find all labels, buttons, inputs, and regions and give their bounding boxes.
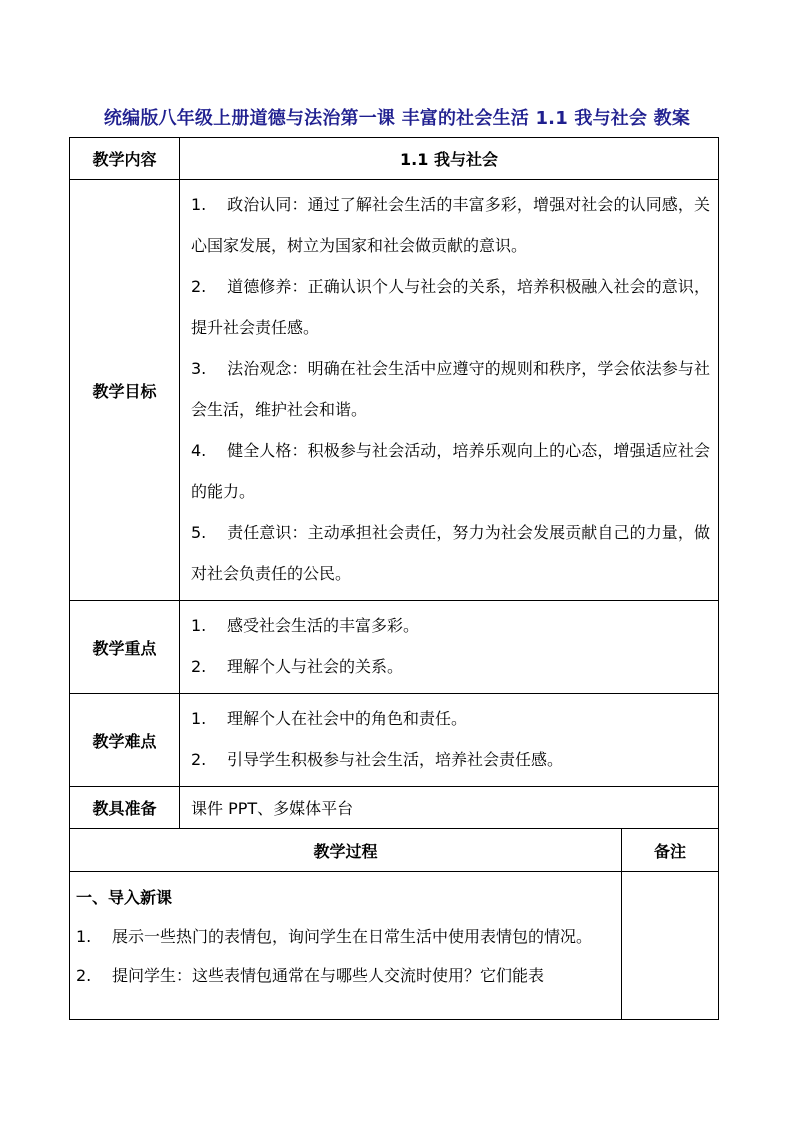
- row-process-body: [70, 872, 719, 1020]
- row-key-points: [70, 601, 719, 694]
- row-process-header: [70, 829, 719, 872]
- label-tools: 教具准备: [70, 787, 180, 829]
- key-point-item: 1. 感受社会生活的丰富多彩。: [191, 616, 420, 635]
- goal-item: 2. 道德修养：正确认识个人与社会的关系，培养积极融入社会的意识，提升社会责任感。: [191, 277, 711, 337]
- row-teaching-content: [70, 138, 719, 180]
- section-title: 一、导入新课: [76, 888, 173, 907]
- difficulty-item: 2. 引导学生积极参与社会生活，培养社会责任感。: [191, 750, 564, 769]
- key-point-item: 2. 理解个人与社会的关系。: [191, 657, 404, 676]
- process-body: [70, 872, 622, 1020]
- label-key-points: 教学重点: [70, 601, 180, 694]
- goals-list: [180, 180, 719, 601]
- document-title: 统编版八年级上册道德与法治第一课 丰富的社会生活 1.1 我与社会 教案: [103, 108, 691, 129]
- process-item: 2. 提问学生：这些表情包通常在与哪些人交流时使用？它们能表: [76, 966, 545, 985]
- notes-cell: [622, 872, 719, 1020]
- row-tools: [70, 787, 719, 829]
- row-difficulties: [70, 694, 719, 787]
- goal-item: 4. 健全人格：积极参与社会活动，培养乐观向上的心态，增强适应社会的能力。: [191, 441, 711, 501]
- key-points-list: [180, 601, 719, 694]
- notes-header: 备注: [622, 829, 719, 872]
- lesson-plan-table: [69, 137, 719, 1020]
- difficulty-item: 1. 理解个人在社会中的角色和责任。: [191, 709, 468, 728]
- label-difficulties: 教学难点: [70, 694, 180, 787]
- difficulties-list: [180, 694, 719, 787]
- process-header: 教学过程: [70, 829, 622, 872]
- label-teaching-goals: 教学目标: [70, 180, 180, 601]
- value-tools: 课件 PPT、多媒体平台: [180, 787, 719, 829]
- label-teaching-content: 教学内容: [70, 138, 180, 180]
- goal-item: 3. 法治观念：明确在社会生活中应遵守的规则和秩序，学会依法参与社会生活，维护社会和谐。: [191, 359, 711, 419]
- goal-item: 1. 政治认同：通过了解社会生活的丰富多彩，增强对社会的认同感，关心国家发展，树立为国家和社会做贡献的意识。: [191, 195, 711, 255]
- goal-item: 5. 责任意识：主动承担社会责任，努力为社会发展贡献自己的力量，做对社会负责任的公民。: [191, 523, 711, 583]
- value-teaching-content: 1.1 我与社会: [180, 138, 719, 180]
- process-item: 1. 展示一些热门的表情包，询问学生在日常生活中使用表情包的情况。: [76, 927, 593, 946]
- row-teaching-goals: [70, 180, 719, 601]
